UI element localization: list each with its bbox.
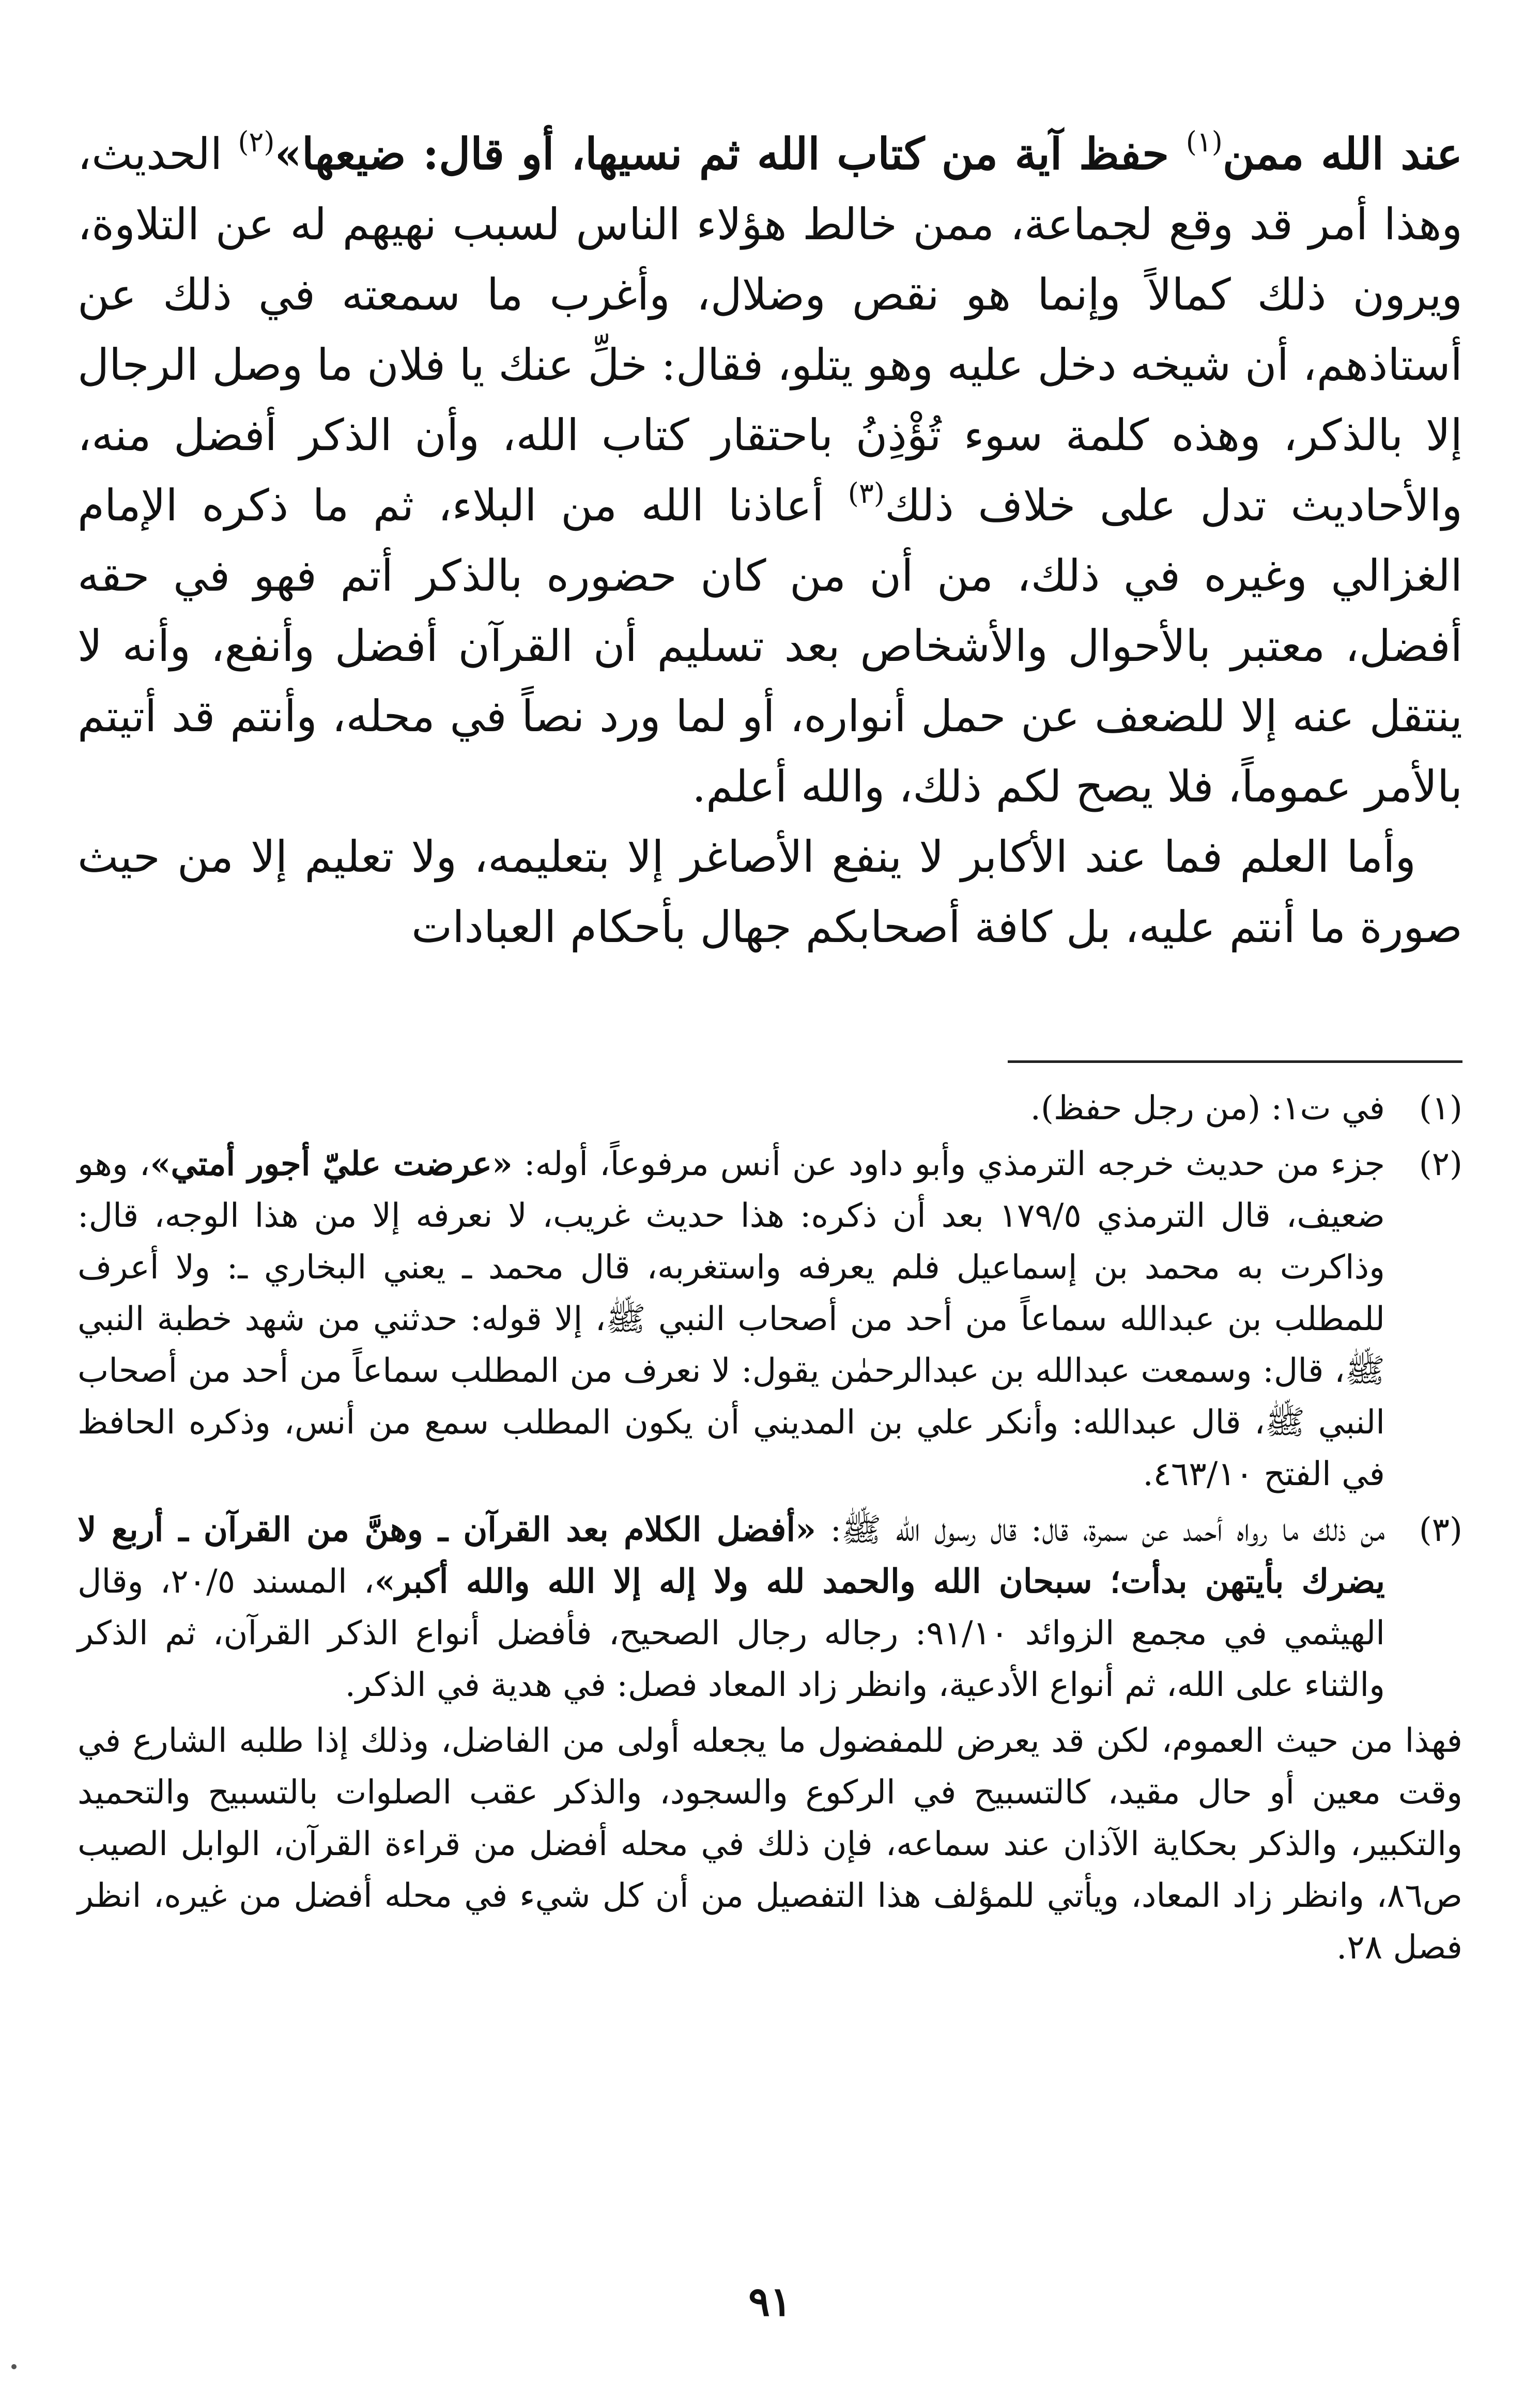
footnote-3-continuation: فهذا من حيث العموم، لكن قد يعرض للمفضول ما يجعله أولى من الفاضل، وذلك إذا طلبه الشارع في وقت معين أو حال مقيد، كالتسبيح في الركوع والسجود، والذكر عقب الصلوات بالتسبيح والتحميد والتكبير، والذكر بحكاية الآذان عند سماعه، فإن ذلك في محله أفضل من قراءة القرآن، الوابل الصيب ص٨٦، وانظر زاد المعاد، ويأتي للمؤلف هذا التفصيل من أن كل شيء في محله أفضل من غيره، انظر فصل ٢٨. xyxy=(78,1722,1463,1967)
bold-phrase-3: ضيعها» xyxy=(274,128,406,179)
footnote-2 xyxy=(78,1138,1462,1500)
paragraph-1 xyxy=(78,119,1462,822)
footnote-text xyxy=(78,1083,1385,1134)
paragraph-1-text-a: الحديث، وهذا أمر قد وقع لجماعة، ممن خالط هؤلاء الناس لسبب نهيهم له عن التلاوة، ويرون ذلك كمالاً وإنما هو نقص وضلال، وأغرب ما سمعته في ذلك عن أستاذهم، أن شيخه دخل عليه وهو يتلو، فقال: خلِّ عنك يا فلان ما وصل الرجال إلا بالذكر، وهذه كلمة سوء تُؤْذِنُ باحتقار كتاب الله، وأن الذكر أفضل منه، والأحاديث تدل على خلاف ذلك xyxy=(77,129,1462,531)
footnote-ref-1: (١) xyxy=(1185,126,1223,158)
footnote-number: (٢) xyxy=(1419,1145,1462,1183)
footnote-3 xyxy=(78,1504,1462,1711)
footnote-ref-3: (٣) xyxy=(848,477,885,510)
footnote-ref-2: (٢) xyxy=(238,126,275,158)
footnote-number: (١) xyxy=(1419,1089,1462,1128)
footnote-text xyxy=(78,1138,1385,1500)
footnote-2-commentary: ، وهو ضعيف، قال الترمذي ١٧٩/٥ بعد أن ذكره: هذا حديث غريب، لا نعرفه إلا من هذا الوجه، قال: وذاكرت به محمد بن إسماعيل فلم يعرفه واستغربه، قال محمد ـ يعني البخاري ـ: ولا أعرف للمطلب بن عبدالله سماعاً من أحد من أصحاب النبي ﷺ، إلا قوله: حدثني من شهد خطبة النبي ﷺ، قال: وسمعت عبدالله بن عبدالرحمٰن يقول: لا نعرف من المطلب سماعاً من أحد من أصحاب النبي ﷺ، قال عبدالله: وأنكر علي بن المديني أن يكون المطلب سمع من أنس، وذكره الحافظ في الفتح ٤٦٣/١٠. xyxy=(78,1145,1385,1493)
footnote-3-hadith: «أفضل الكلام بعد القرآن ـ وهنَّ من القرآن ـ أربع لا يضرك بأيتهن بدأت؛ سبحان الله والحمد لله ولا إله إلا الله والله أكبر» xyxy=(78,1510,1385,1601)
footnote-separator xyxy=(1008,1060,1462,1063)
paragraph-2: وأما العلم فما عند الأكابر لا ينفع الأصاغر إلا بتعليمه، ولا تعليم إلا من حيث صورة ما أنتم عليه، بل كافة أصحابكم جهال بأحكام العبادات xyxy=(78,831,1462,952)
footnote-3-commentary: ، المسند ٢٠/٥، وقال الهيثمي في مجمع الزوائد ٩١/١٠: رجاله رجال الصحيح، فأفضل أنواع الذكر القرآن، ثم الذكر والثناء على الله، ثم أنواع الأدعية، وانظر زاد المعاد فصل: في هدية في الذكر. xyxy=(78,1563,1385,1704)
main-text xyxy=(78,119,1462,962)
footnote-1-text: في ت١: (من رجل حفظ). xyxy=(1030,1089,1385,1128)
footnotes xyxy=(78,1083,1462,1973)
page-number: ٩١ xyxy=(748,2278,792,2325)
bold-phrase-2: حفظ آية من كتاب الله ثم نسيها، أو قال: xyxy=(406,128,1186,179)
footnote-number: (٣) xyxy=(1419,1511,1462,1549)
footnote-2-hadith: «عرضت عليّ أجور أمتي» xyxy=(150,1145,513,1183)
footnote-3-intro: من ذلك ما رواه أحمد عن سمرة، قال: قال رسول الله ﷺ: xyxy=(816,1511,1385,1549)
footnote-2-intro: جزء من حديث خرجه الترمذي وأبو داود عن أنس مرفوعاً، أوله: xyxy=(512,1145,1385,1183)
paragraph-1-text-b: أعاذنا الله من البلاء، ثم ما ذكره الإمام الغزالي وغيره في ذلك، من أن من كان حضوره بالذكر أتم فهو في حقه أفضل، معتبر بالأحوال والأشخاص بعد تسليم أن القرآن أفضل وأنفع، وأنه لا ينتقل عنه إلا للضعف عن حمل أنواره، أو لما ورد نصاً في محله، وأنتم قد أتيتم بالأمر عموماً، فلا يصح لكم ذلك، والله أعلم. xyxy=(78,480,1462,812)
scan-speck xyxy=(11,2364,17,2369)
bold-phrase-1: عند الله ممن xyxy=(1222,128,1462,179)
footnote-text xyxy=(78,1504,1385,1711)
footnote-1 xyxy=(78,1083,1462,1134)
